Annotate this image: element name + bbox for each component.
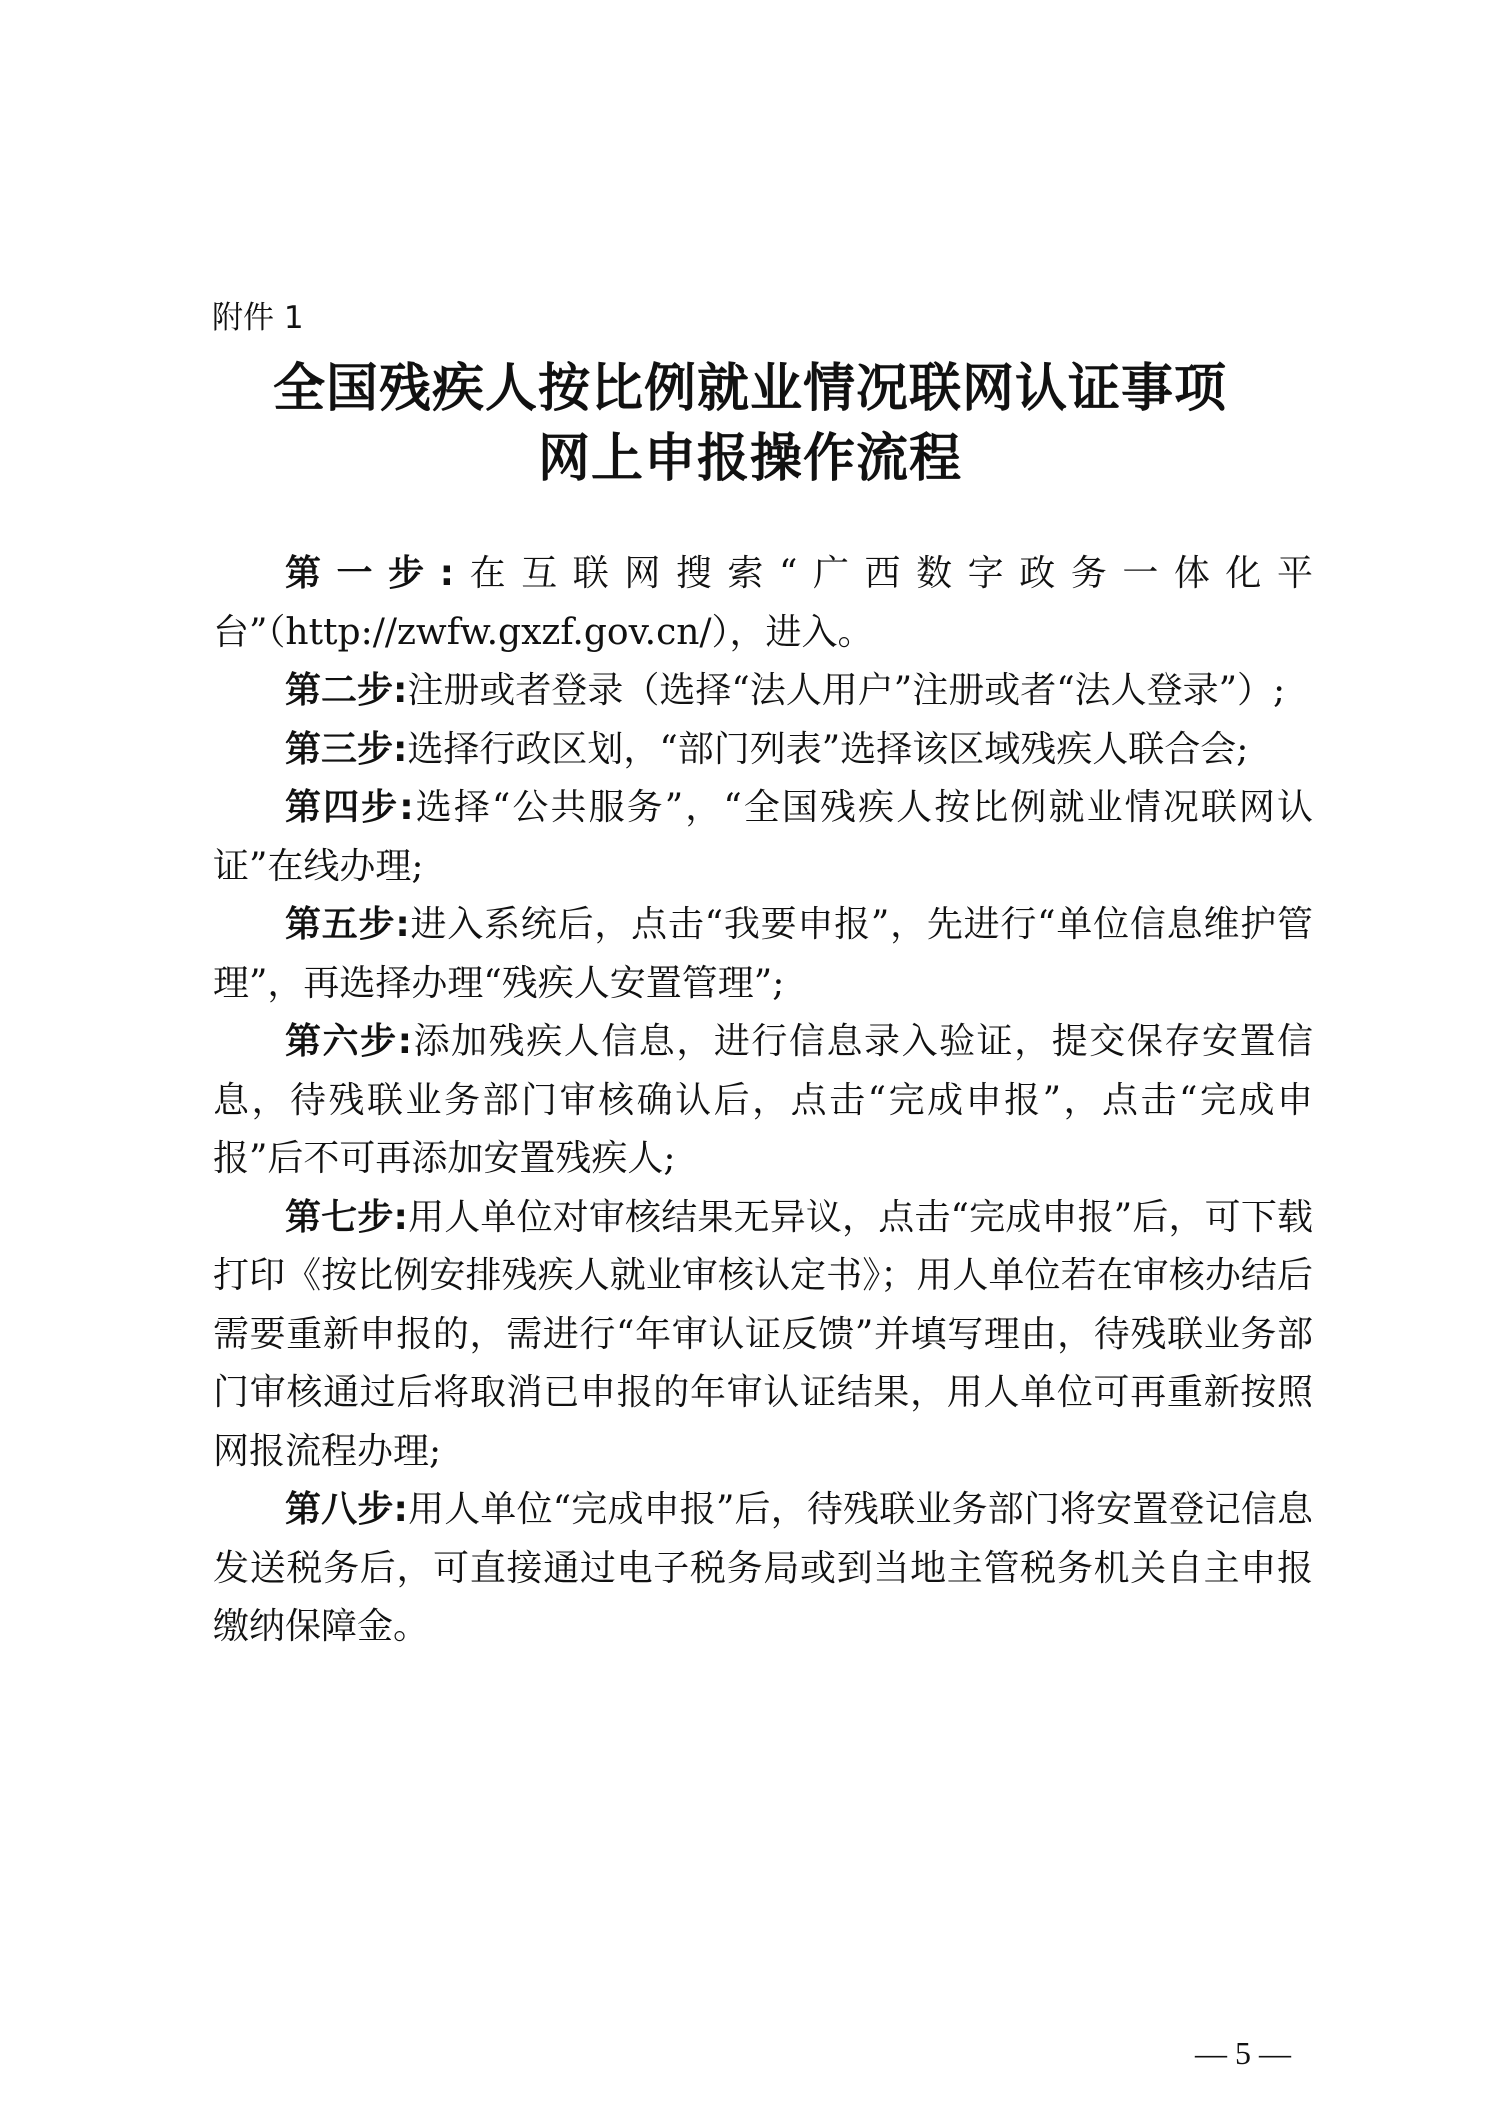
step-text: 用人单位对审核结果无异议，点击“完成申报”后，可下载打印《按比例安排残疾人就业审核认定书》；用人单位若在审核办结后需要重新申报的，需进行“年审认证反馈”并填写理由，待残联业务部门审核通过后将取消已申报的年审认证结果，用人单位可再重新按照网报流程办理;: [213, 1196, 1314, 1472]
step-label: 第八步:: [285, 1489, 408, 1530]
step-text: 进入系统后，点击“我要申报”，先进行“单位信息维护管理”，再选择办理“残疾人安置管理”;: [213, 904, 1313, 1004]
step-paragraph-6: [213, 1013, 1313, 1189]
page-number: — 5 —: [1195, 2035, 1291, 2071]
step-text: 选择“公共服务”，“全国残疾人按比例就业情况联网认证”在线办理;: [213, 787, 1313, 887]
step-label: 第五步:: [285, 904, 410, 945]
step-paragraph-4: [213, 779, 1313, 896]
document-title: [200, 354, 1300, 494]
step-label: 第四步:: [285, 787, 414, 828]
step-label: 第一步:: [285, 553, 455, 594]
step-text: 注册或者登录（选择“法人用户”注册或者“法人登录”）;: [407, 670, 1286, 711]
document-body: [213, 545, 1313, 1657]
attachment-label: 附件 1: [212, 300, 304, 336]
step-paragraph-2: [213, 662, 1313, 721]
step-paragraph-8: [213, 1481, 1313, 1657]
title-line-1: 全国残疾人按比例就业情况联网认证事项: [272, 359, 1227, 419]
step-text: 在互联网搜索“广西数字政务一体化平台”（http://zwfw.gxzf.gov.cn/），进入。: [213, 553, 1313, 653]
step-label: 第七步:: [285, 1196, 408, 1238]
step-text: 用人单位“完成申报”后，待残联业务部门将安置登记信息发送税务后，可直接通过电子税务局或到当地主管税务机关自主申报缴纳保障金。: [213, 1489, 1314, 1647]
step-paragraph-7: [213, 1189, 1313, 1482]
step-paragraph-5: [213, 896, 1313, 1013]
step-paragraph-1: [213, 545, 1313, 662]
step-text: 选择行政区划，“部门列表”选择该区域残疾人联合会;: [407, 728, 1249, 770]
step-label: 第三步:: [285, 728, 408, 770]
step-label: 第二步:: [285, 670, 408, 711]
step-text: 添加残疾人信息，进行信息录入验证，提交保存安置信息，待残联业务部门审核确认后，点击“完成申报”，点击“完成申报”后不可再添加安置残疾人;: [213, 1021, 1313, 1179]
step-label: 第六步:: [285, 1021, 413, 1062]
step-paragraph-3: [213, 721, 1313, 780]
title-line-2: 网上申报操作流程: [537, 429, 962, 489]
